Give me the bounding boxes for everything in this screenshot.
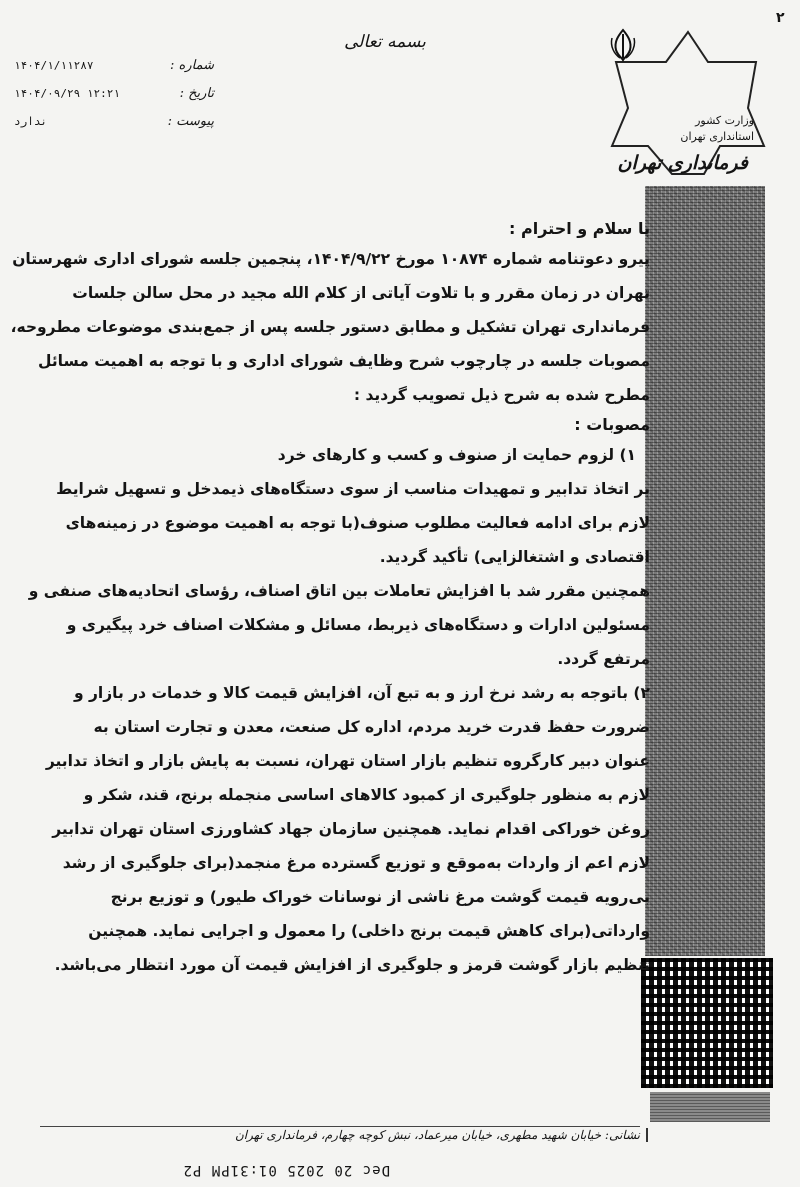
letter-body bbox=[10, 216, 650, 982]
letter-meta bbox=[14, 58, 214, 142]
intro-line: مصوبات جلسه در چارچوب شرح وظایف شورای اداری و با توجه به اهمیت مسائل bbox=[37, 352, 650, 370]
resolution-line: مسئولین ادارات و دستگاه‌های ذیربط، مسائل و مشکلات اصناف خرد پیگیری و bbox=[66, 616, 650, 634]
governorate-name: فرمانداری تهران bbox=[617, 152, 748, 174]
intro-line: تهران در زمان مقرر و با تلاوت آیاتی از کلام الله مجید در محل سالن جلسات bbox=[72, 284, 650, 302]
resolution-line: ضرورت حفظ قدرت خرید مردم، اداره کل صنعت، معدن و تجارت استان به bbox=[93, 718, 650, 736]
resolution-line: بی‌رویه قیمت گوشت مرغ ناشی از نوسانات خوراک طیور) و توزیع برنج bbox=[110, 888, 650, 906]
meta-date-row bbox=[14, 86, 214, 114]
resolution-line: لازم به منظور جلوگیری از کمبود کالاهای اساسی منجمله برنج، قند، شکر و bbox=[83, 786, 650, 804]
letterhead-logo bbox=[608, 28, 768, 178]
intro-line: فرمانداری تهران تشکیل و مطابق دستور جلسه پس از جمع‌بندی موضوعات مطروحه، bbox=[10, 318, 650, 336]
resolution-line: بر اتخاذ تدابیر و تمهیدات مناسب از سوی دستگاه‌های ذیمدخل و تسهیل شرایط bbox=[56, 480, 650, 498]
greeting: با سلام و احترام : bbox=[509, 219, 650, 238]
meta-number-label: شماره : bbox=[170, 58, 214, 73]
resolution-line: روغن خوراکی اقدام نماید. همچنین سازمان جهاد کشاورزی استان تهران تدابیر bbox=[52, 820, 650, 838]
meta-number-value: ۱۴۰۴/۱/۱۱۲۸۷ bbox=[14, 59, 94, 72]
page-number: ۲ bbox=[776, 10, 785, 26]
meta-attachment-label: پیوست : bbox=[167, 114, 214, 129]
meta-attachment-value: ندارد bbox=[14, 115, 48, 128]
resolution-line: تنظیم بازار گوشت قرمز و جلوگیری از افزایش قیمت آن مورد انتظار می‌باشد. bbox=[54, 956, 650, 974]
resolution-item-2 bbox=[45, 676, 650, 982]
resolutions-title: مصوبات : bbox=[574, 415, 650, 434]
ministry-name: وزارت کشور bbox=[695, 114, 754, 127]
intro-line: پیرو دعوتنامه شماره ۱۰۸۷۴ مورخ ۱۴۰۴/۹/۲۲، پنجمین جلسه شورای اداری شهرستان bbox=[12, 250, 650, 268]
resolution-line: ۲) باتوجه به رشد نرخ ارز و به تبع آن، افزایش قیمت کالا و خدمات در بازار و bbox=[73, 684, 650, 702]
fax-transmission-header: Dec 20 2025 01:31PM P2 bbox=[182, 1162, 390, 1178]
resolution-line: لازم اعم از واردات به‌موقع و توزیع گسترده مرغ منجمد(برای جلوگیری از رشد bbox=[62, 854, 650, 872]
resolution-line: وارداتی(برای کاهش قیمت برنج داخلی) را معمول و اجرایی نماید. همچنین bbox=[88, 922, 650, 940]
meta-date-label: تاریخ : bbox=[179, 86, 214, 101]
security-pattern-strip bbox=[645, 186, 765, 956]
meta-date-value: ۱۴۰۴/۰۹/۲۹ ۱۲:۲۱ bbox=[14, 87, 120, 100]
resolution-line: اقتصادی و اشتغالزایی) تأکید گردید. bbox=[379, 548, 650, 566]
meta-number-row bbox=[14, 58, 214, 86]
footer-address: نشانی: خیابان شهید مطهری، خیابان میرعماد، نبش کوچه چهارم، فرمانداری تهران bbox=[40, 1128, 648, 1142]
security-pattern-strip-lower bbox=[650, 1092, 770, 1122]
intro-line: مطرح شده به شرح ذیل تصویب گردید : bbox=[353, 386, 650, 404]
meta-attachment-row bbox=[14, 114, 214, 142]
resolution-line: عنوان دبیر کارگروه تنظیم بازار استان تهران، نسبت به پایش بازار و اتخاذ تدابیر bbox=[45, 752, 650, 770]
iran-emblem-icon bbox=[608, 28, 638, 62]
resolution-line: لازم برای ادامه فعالیت مطلوب صنوف(با توجه به اهمیت موضوع در زمینه‌های bbox=[65, 514, 650, 532]
footer-divider bbox=[40, 1126, 640, 1127]
resolution-line: مرتفع گردد. bbox=[557, 650, 650, 668]
intro-paragraph bbox=[10, 242, 650, 412]
resolution-line: همچنین مقرر شد با افزایش تعاملات بین اتاق اصناف، رؤسای اتحادیه‌های صنفی و bbox=[28, 582, 650, 600]
province-name: استانداری تهران bbox=[680, 130, 754, 143]
qr-code bbox=[641, 958, 773, 1088]
resolution-item-1 bbox=[28, 438, 650, 676]
bismillah-heading: بسمه تعالی bbox=[344, 32, 426, 52]
resolution-line: ۱) لزوم حمایت از صنوف و کسب و کارهای خرد bbox=[277, 446, 636, 464]
